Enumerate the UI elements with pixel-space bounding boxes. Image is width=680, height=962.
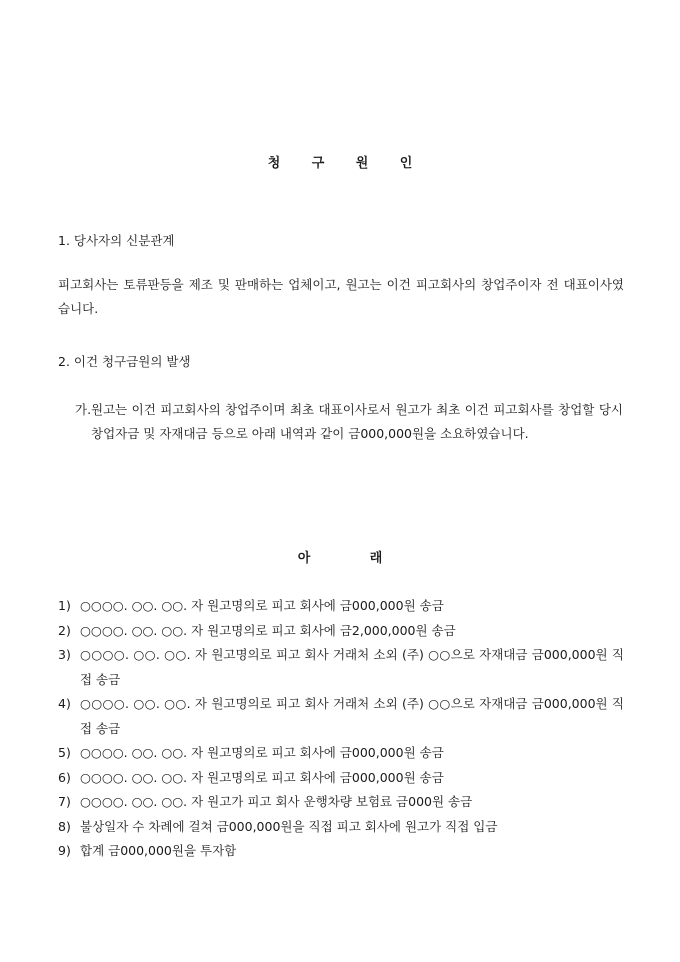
item-text: ○○○○. ○○. ○○. 자 원고명의로 피고 회사 거래처 소외 (주) ○○으로 자재대금 금000,000원 직접 송금 [80,696,624,736]
item-number: 5) [58,745,71,760]
item-text: ○○○○. ○○. ○○. 자 원고명의로 피고 회사에 금000,000원 송금 [80,745,444,760]
item-text: ○○○○. ○○. ○○. 자 원고명의로 피고 회사에 금2,000,000원 송금 [80,622,456,638]
below-heading-char: 래 [369,551,383,566]
list-item [58,815,624,840]
item-number: 7) [58,794,71,809]
item-text: ○○○○. ○○. ○○. 자 원고명의로 피고 회사 거래처 소외 (주) ○○으로 자재대금 금000,000원 직접 송금 [80,647,624,687]
list-item [58,741,624,766]
section-2-sub-a [75,398,623,446]
list-item [58,839,624,864]
document-title [0,152,680,171]
title-char: 인 [399,156,413,171]
list-item [58,766,624,791]
section-1-paragraph: 피고회사는 토류판등을 제조 및 판매하는 업체이고, 원고는 이건 피고회사의 창업주이자 전 대표이사였습니다. [58,277,624,316]
list-item [58,790,624,815]
list-item [58,594,624,619]
list-item [58,619,624,644]
item-text: ○○○○. ○○. ○○. 자 원고가 피고 회사 운행차량 보험료 금000원 송금 [80,794,473,809]
list-item [58,692,624,741]
item-text: 합계 금000,000원을 투자함 [80,843,237,858]
below-heading-char: 아 [297,551,311,566]
item-list [58,594,624,864]
item-number: 6) [58,769,71,785]
title-char: 청 [267,156,281,171]
item-number: 3) [58,647,71,662]
list-item [58,643,624,692]
section-1-heading: 1. 당사자의 신분관계 [58,233,175,248]
item-text: ○○○○. ○○. ○○. 자 원고명의로 피고 회사에 금000,000원 송금 [80,769,444,785]
sub-a-marker: 가. [75,402,92,417]
section-2-heading: 2. 이건 청구금원의 발생 [58,354,191,369]
sub-a-text: 원고는 이건 피고회사의 창업주이며 최초 대표이사로서 원고가 최초 이건 피고회사를 창업할 당시 창업자금 및 자재대금 등으로 아래 내역과 같이 금000,000원을 소요하였습니다. [91,402,623,441]
item-number: 8) [58,818,71,834]
item-number: 2) [58,622,71,638]
title-char: 구 [311,156,325,171]
item-number: 9) [58,843,71,858]
item-number: 1) [58,598,71,613]
title-char: 원 [355,156,369,171]
item-text: 불상일자 수 차례에 걸쳐 금000,000원을 직접 피고 회사에 원고가 직접 입금 [80,818,498,834]
item-number: 4) [58,696,71,711]
below-heading [0,547,680,566]
item-text: ○○○○. ○○. ○○. 자 원고명의로 피고 회사에 금000,000원 송금 [80,598,444,613]
